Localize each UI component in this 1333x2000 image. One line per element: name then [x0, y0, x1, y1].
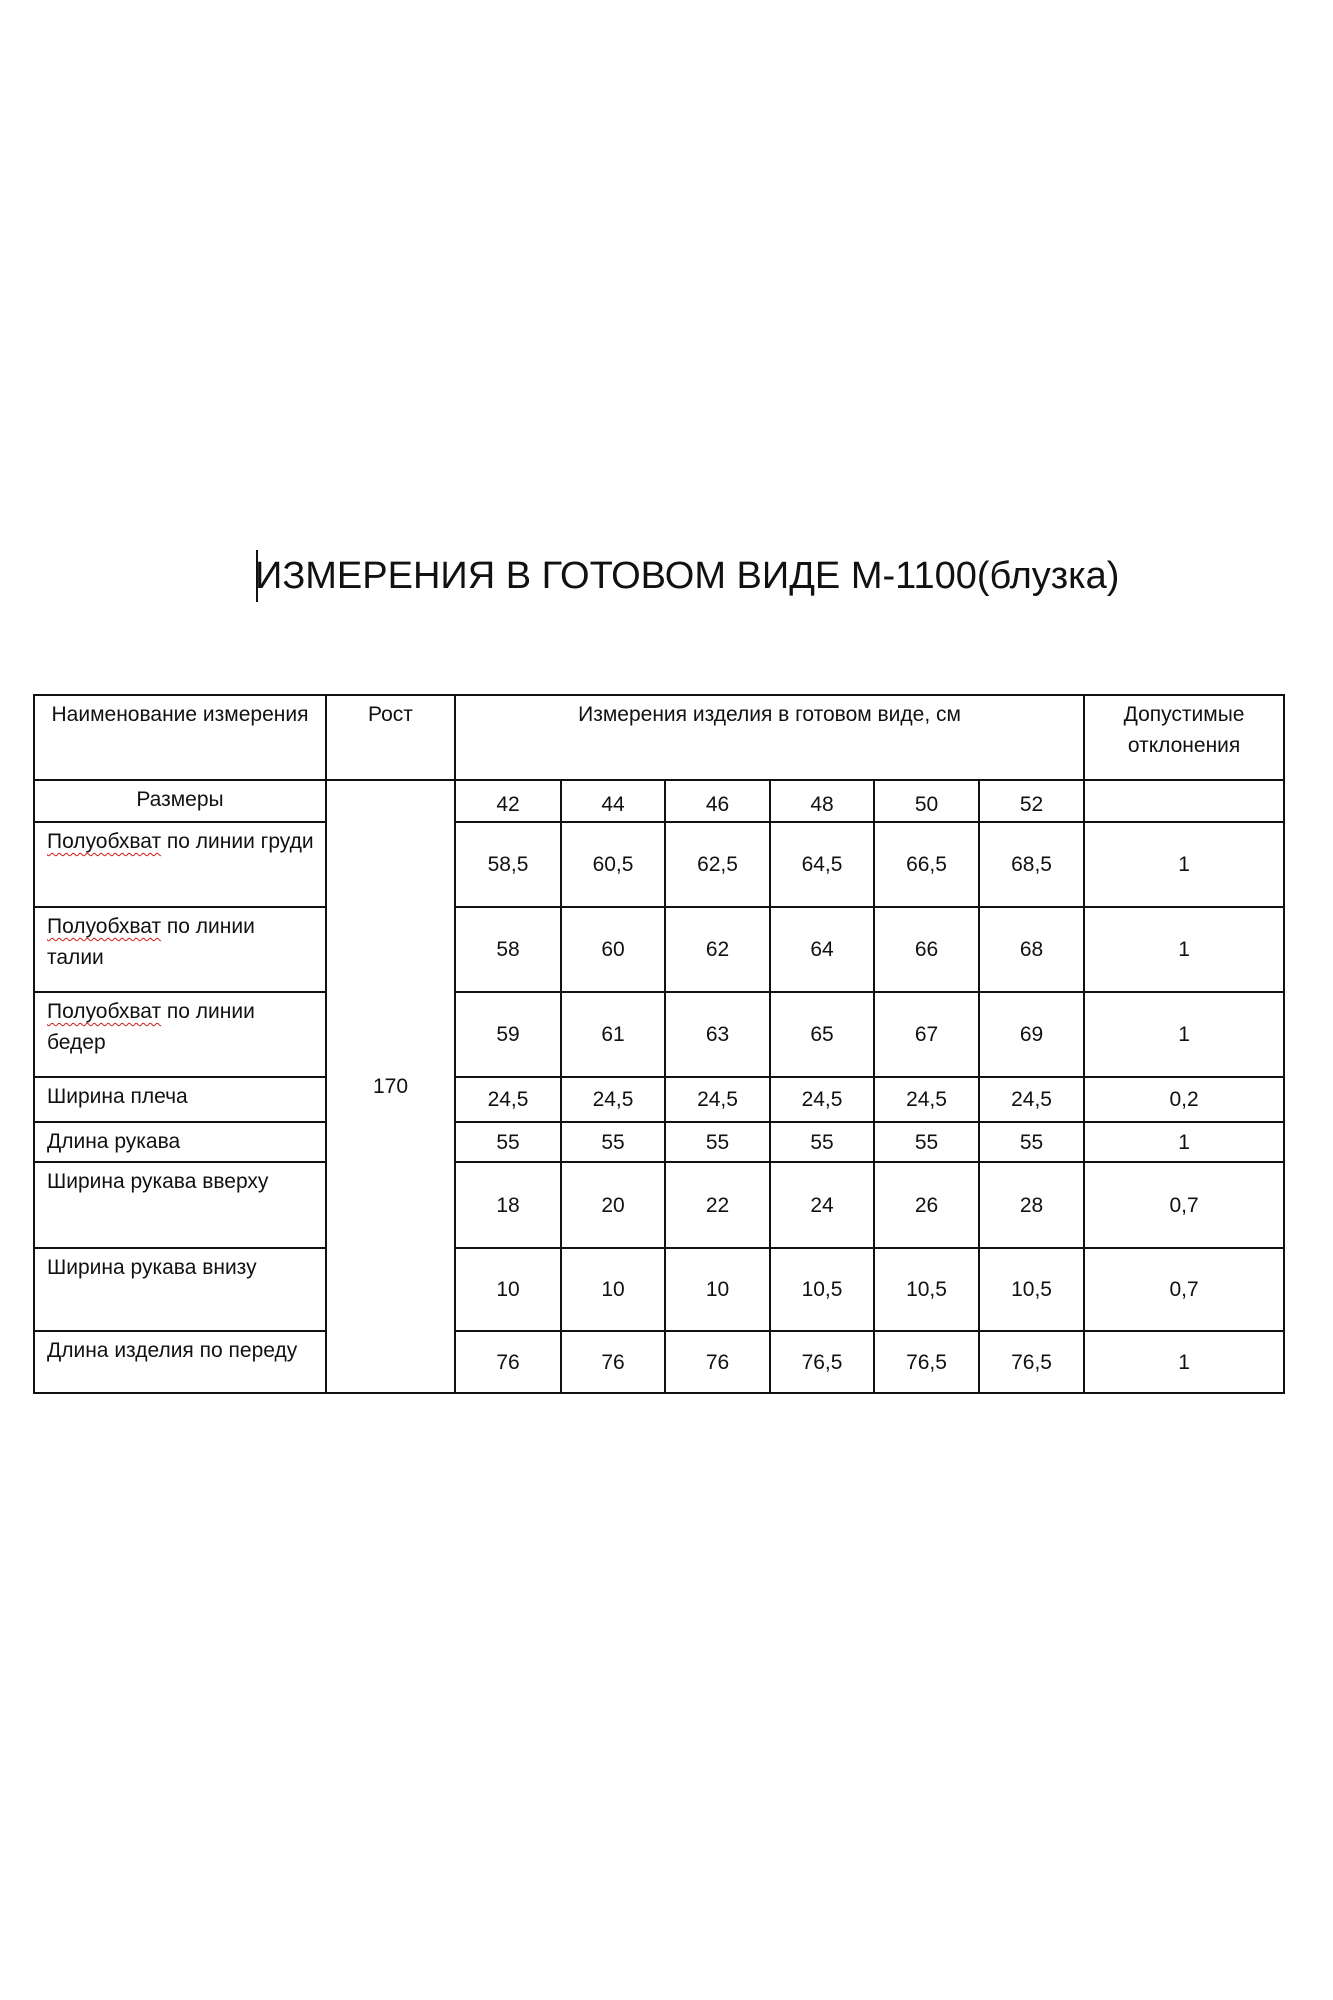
tolerance-value-cell: [1084, 1077, 1284, 1122]
tolerance-value: 1: [1178, 1023, 1190, 1046]
tolerance-value: 1: [1178, 1350, 1190, 1374]
measurement-value: 76: [496, 1350, 520, 1374]
sizes-label: Размеры: [136, 788, 224, 811]
measurement-value: 24,5: [697, 1088, 738, 1111]
measurement-value-cell: [455, 822, 561, 907]
header-tolerance-cell: [1084, 695, 1284, 780]
measurement-value-cell: [770, 822, 874, 907]
measurement-name-cell: [34, 1122, 326, 1162]
measurement-value: 24,5: [1011, 1088, 1052, 1111]
measurements-table: [33, 694, 1285, 1394]
measurement-value-cell: [561, 1248, 665, 1331]
table-row: [34, 1162, 1284, 1248]
size-cell: [455, 780, 561, 822]
size-value: 50: [914, 793, 939, 816]
measurement-value-cell: [455, 907, 561, 992]
measurement-value: 60: [601, 938, 625, 961]
measurement-name: по линии груди: [161, 830, 314, 853]
measurement-value-cell: [455, 992, 561, 1077]
measurement-value-cell: [561, 822, 665, 907]
measurement-value: 10,5: [1011, 1278, 1052, 1301]
measurement-name-cell: [34, 822, 326, 907]
measurement-value: 62,5: [697, 853, 738, 876]
tolerance-value-cell: [1084, 1331, 1284, 1393]
measurement-value: 58,5: [487, 853, 529, 876]
measurement-value: 22: [705, 1193, 730, 1217]
header-name-cell: [34, 695, 326, 780]
measurement-name: Длина рукава: [47, 1130, 181, 1153]
measurement-value: 61: [601, 1023, 625, 1046]
measurement-value-cell: [770, 992, 874, 1077]
measurement-value: 60,5: [592, 853, 634, 876]
measurement-value-cell: [979, 1122, 1084, 1162]
measurement-value-cell: [874, 1162, 979, 1248]
table-row: [34, 822, 1284, 907]
tolerance-value-cell: [1084, 992, 1284, 1077]
measurement-value: 10: [601, 1278, 625, 1301]
measurement-value: 58: [496, 938, 520, 961]
table-row: [34, 1077, 1284, 1122]
measurement-value-cell: [874, 992, 979, 1077]
measurement-value: 55: [1019, 1130, 1044, 1154]
size-cell: [770, 780, 874, 822]
tolerance-value: 1: [1178, 1130, 1190, 1154]
tolerance-value-cell: [1084, 822, 1284, 907]
measurement-value: 10: [705, 1278, 730, 1301]
tolerance-value-cell: [1084, 1162, 1284, 1248]
measurement-value-cell: [770, 1122, 874, 1162]
height-value: 170: [372, 1075, 409, 1098]
measurement-name-cell: [34, 1077, 326, 1122]
tolerance-value: 1: [1178, 938, 1190, 961]
tolerance-value: 0,7: [1169, 1278, 1199, 1301]
measurement-value-cell: [665, 992, 770, 1077]
measurement-value: 69: [1019, 1023, 1044, 1046]
measurement-name: по линии бедер: [47, 1000, 255, 1054]
measurement-name: Ширина рукава вверху: [47, 1170, 269, 1193]
measurement-value-cell: [979, 1162, 1084, 1248]
table-row: [34, 907, 1284, 992]
measurement-value-cell: [561, 992, 665, 1077]
table-row: [34, 1248, 1284, 1331]
header-row: [34, 695, 1284, 780]
measurement-value: 24,5: [906, 1088, 947, 1111]
header-height-label: Рост: [368, 703, 413, 726]
tolerance-value-cell: [1084, 1122, 1284, 1162]
measurement-value-cell: [770, 1162, 874, 1248]
measurement-value: 76,5: [1011, 1350, 1052, 1374]
header-measurements-cell: [455, 695, 1084, 780]
measurement-value-cell: [979, 822, 1084, 907]
table-row: [34, 992, 1284, 1077]
measurement-value-cell: [455, 1162, 561, 1248]
measurement-value-cell: [770, 1331, 874, 1393]
table-row: [34, 1122, 1284, 1162]
measurement-value: 55: [705, 1130, 730, 1154]
measurement-value: 66: [914, 938, 939, 961]
measurement-value-cell: [770, 907, 874, 992]
tolerance-value-cell: [1084, 1248, 1284, 1331]
measurement-name-cell: [34, 1162, 326, 1248]
measurement-value: 68,5: [1011, 853, 1052, 876]
measurement-value: 63: [705, 1023, 730, 1046]
document-title: ИЗМЕРЕНИЯ В ГОТОВОМ ВИДЕ М-1100(блузка): [255, 555, 1120, 597]
measurement-name-cell: [34, 992, 326, 1077]
measurement-value-cell: [874, 822, 979, 907]
measurement-value-cell: [561, 1331, 665, 1393]
measurement-value-cell: [770, 1248, 874, 1331]
size-value: 42: [496, 793, 520, 816]
size-cell: [979, 780, 1084, 822]
measurement-value: 67: [914, 1023, 939, 1046]
tolerance-value-cell: [1084, 907, 1284, 992]
measurement-value-cell: [979, 1331, 1084, 1393]
measurement-value-cell: [455, 1248, 561, 1331]
measurement-value: 64,5: [801, 853, 843, 876]
measurement-value: 55: [496, 1130, 520, 1154]
measurement-name: по линии талии: [47, 915, 255, 969]
tolerance-value: 0,2: [1169, 1088, 1199, 1111]
measurement-value: 26: [914, 1193, 939, 1217]
measurement-value-cell: [979, 1077, 1084, 1122]
measurement-value: 24: [810, 1193, 834, 1217]
measurement-value-cell: [874, 1077, 979, 1122]
measurement-value: 55: [810, 1130, 834, 1154]
size-value: 44: [601, 793, 625, 816]
measurement-value-cell: [665, 1077, 770, 1122]
size-value: 46: [705, 793, 730, 816]
measurement-value-cell: [665, 1162, 770, 1248]
measurement-value-cell: [874, 1122, 979, 1162]
measurement-name-first-word: Полуобхват: [47, 1000, 162, 1023]
measurement-value-cell: [455, 1122, 561, 1162]
measurement-value-cell: [561, 1162, 665, 1248]
tolerance-value: 1: [1178, 853, 1190, 876]
measurement-name-first-word: Полуобхват: [47, 915, 162, 938]
measurement-value: 10,5: [801, 1278, 843, 1301]
measurement-value-cell: [874, 1248, 979, 1331]
measurement-value: 76,5: [906, 1350, 947, 1374]
measurement-name: Ширина рукава внизу: [47, 1256, 257, 1279]
measurement-value: 24,5: [592, 1088, 634, 1111]
measurement-value-cell: [665, 822, 770, 907]
measurement-name: Ширина плеча: [47, 1085, 188, 1108]
size-cell: [874, 780, 979, 822]
header-measurements-label: Измерения изделия в готовом виде, см: [578, 703, 961, 726]
measurement-value: 64: [810, 938, 834, 961]
measurement-value-cell: [561, 1122, 665, 1162]
measurement-name-cell: [34, 907, 326, 992]
measurement-value-cell: [979, 1248, 1084, 1331]
measurement-name-cell: [34, 1248, 326, 1331]
measurement-value-cell: [455, 1077, 561, 1122]
measurement-value: 20: [601, 1193, 625, 1217]
measurement-value: 18: [496, 1193, 520, 1217]
measurement-value: 68: [1019, 938, 1044, 961]
measurement-value: 65: [810, 1023, 834, 1046]
measurement-value-cell: [665, 907, 770, 992]
measurement-value-cell: [665, 1331, 770, 1393]
height-cell: [326, 780, 455, 1393]
measurement-value: 76,5: [801, 1350, 843, 1374]
measurement-value-cell: [874, 907, 979, 992]
measurement-value: 28: [1019, 1193, 1044, 1217]
measurement-value-cell: [665, 1248, 770, 1331]
sizes-tolerance-empty-cell: [1084, 780, 1284, 822]
measurement-value: 76: [705, 1350, 730, 1374]
measurement-value: 24,5: [801, 1088, 843, 1111]
measurement-value: 10,5: [906, 1278, 947, 1301]
size-cell: [561, 780, 665, 822]
measurement-value: 62: [705, 938, 730, 961]
header-name-label: Наименование измерения: [51, 703, 309, 726]
measurement-name-cell: [34, 1331, 326, 1393]
measurement-value: 59: [496, 1023, 520, 1046]
measurement-value: 24,5: [487, 1088, 529, 1111]
size-value: 52: [1019, 793, 1044, 816]
measurement-value-cell: [979, 992, 1084, 1077]
measurement-value: 66,5: [906, 853, 947, 876]
measurement-value: 55: [914, 1130, 939, 1154]
measurement-value: 55: [601, 1130, 625, 1154]
measurement-value-cell: [665, 1122, 770, 1162]
measurement-name-first-word: Полуобхват: [47, 830, 162, 853]
measurement-value-cell: [770, 1077, 874, 1122]
tolerance-value: 0,7: [1169, 1193, 1199, 1217]
measurement-value-cell: [874, 1331, 979, 1393]
table-row: [34, 1331, 1284, 1393]
measurement-value-cell: [561, 907, 665, 992]
header-height-cell: [326, 695, 455, 780]
size-value: 48: [810, 793, 834, 816]
sizes-label-cell: [34, 780, 326, 822]
header-tolerance-label: Допустимые отклонения: [1123, 703, 1245, 757]
measurement-value-cell: [561, 1077, 665, 1122]
size-cell: [665, 780, 770, 822]
measurement-value: 10: [496, 1278, 520, 1301]
measurement-value-cell: [455, 1331, 561, 1393]
sizes-row: [34, 780, 1284, 822]
measurement-name: Длина изделия по переду: [47, 1339, 298, 1362]
measurement-value-cell: [979, 907, 1084, 992]
measurement-value: 76: [601, 1350, 625, 1374]
